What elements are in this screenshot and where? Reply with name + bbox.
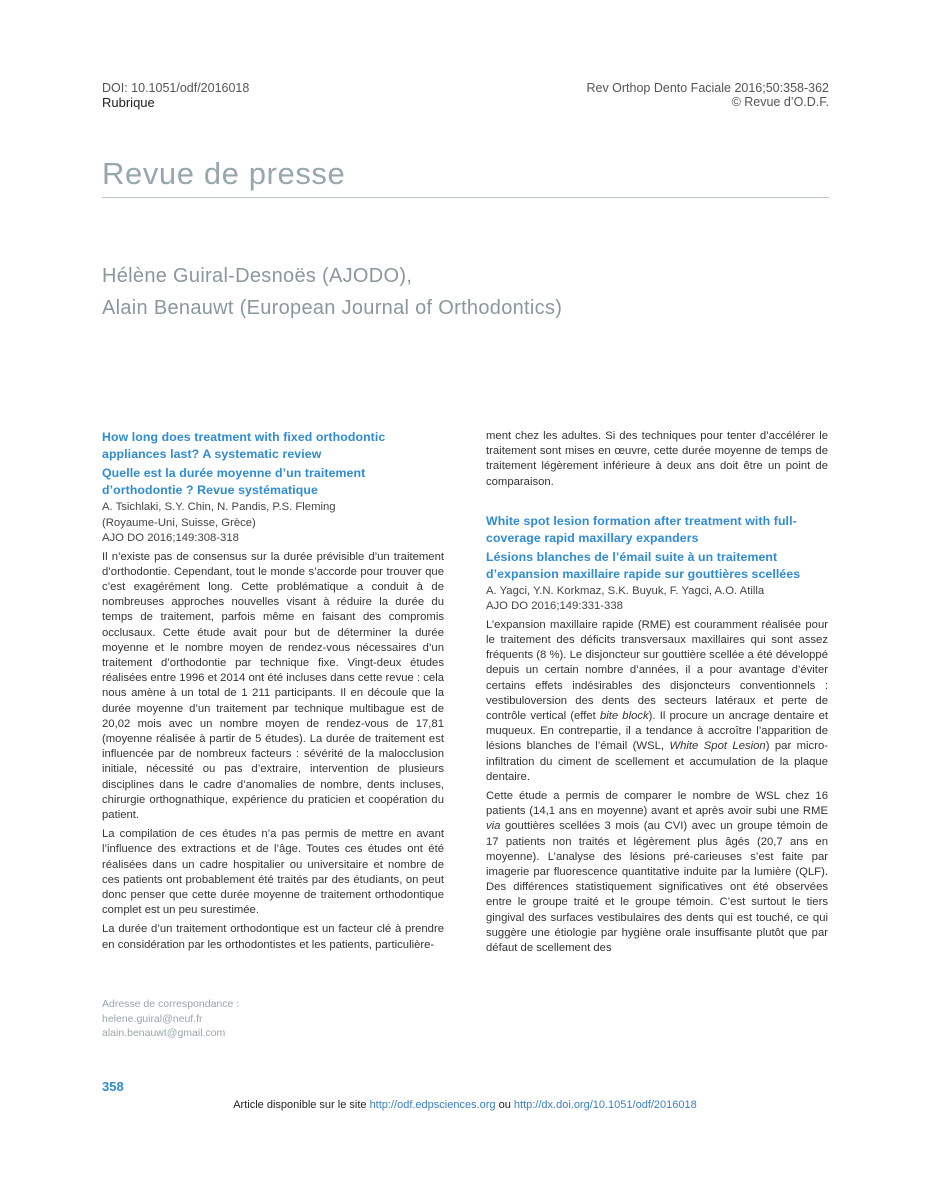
article-1-paragraph-1: Il n’existe pas de consensus sur la durée prévisible d’un traitement d’orthodontie. Cependant, tout le monde s’accorde pour trouver que c’est exagérément long. Cette problématique a conduit à de nombreuses approches nouvelles visant à réduire la durée du temps de traitement, parfois même en faisant des compromis occlusaux. Cette étude avait pour but de déterminer la durée moyenne et le nombre moyen de rendez-vous nécessaires d’un traitement d’orthodontie par technique fixe. Vingt-deux études réalisées entre 1996 et 2014 ont été incluses dans cette revue : cela nous amène à un total de 1 211 participants. Il en découle que la durée moyenne d’un traitement par technique multibague est de 20,02 mois avec un nombre moyen de rendez-vous de 17,81 (moyenne réalisée à partir de 5 études). La durée de traitement est influencée par de nombreux facteurs : sévérité de la malocclusion initiale, nécessité ou pas d’extraire, intervention de plusieurs disciplines dans le cadre d’anomalies de nombre, dents incluses, chirurgie orthognathique, expérience du praticien et coopération du patient.	[102, 550, 444, 821]
article-2-p1-italic-2: White Spot Lesion	[669, 740, 766, 753]
correspondence-email-2[interactable]: alain.benauwt@gmail.com	[102, 1027, 226, 1039]
article-2-reference: AJO DO 2016;149:331-338	[486, 600, 623, 613]
footer-link-odf[interactable]: http://odf.edpsciences.org	[369, 1099, 496, 1111]
page-number: 358	[102, 1079, 124, 1094]
footer-prefix: Article disponible sur le site	[233, 1099, 370, 1111]
article-1-authors: A. Tsichlaki, S.Y. Chin, N. Pandis, P.S. Fleming	[102, 501, 336, 513]
article-2-p1-italic-1: bite block	[599, 710, 649, 723]
article-2-paragraph-2	[486, 789, 828, 956]
copyright-label: © Revue d’O.D.F.	[731, 95, 829, 109]
article-1-paragraph-3: La durée d’un traitement orthodontique est un facteur clé à prendre en considération par les orthodontistes et les patients, particulière-	[102, 923, 444, 951]
title-divider	[102, 197, 829, 198]
article-2-p1-part-c: ) par micro-infiltration du ciment de scellement et accumulation de la plaque dentaire.	[486, 740, 829, 783]
journal-citation: Rev Orthop Dento Faciale 2016;50:358-362	[586, 81, 829, 95]
article-2-p1-part-a: L’expansion maxillaire rapide (RME) est couramment réalisée pour le traitement des déficits transversaux maxillaires qui sont assez fréquents (8 %). Le disjoncteur sur gouttière scellée a été développé depuis un certain nombre d’années, il a pour avantage d’éviter certains effets indésirables des disjoncteurs conventionnels : vestibuloversion des dents des secteurs latéraux et perte de contrôle vertical (effet	[486, 618, 828, 723]
article-2-p2-part-a: Cette étude a permis de comparer le nombre de WSL chez 16 patients (14,1 ans en moyenne) avant et après avoir subi une RME	[486, 790, 828, 818]
footer-middle: ou	[495, 1099, 514, 1111]
doi-label: DOI: 10.1051/odf/2016018	[102, 81, 250, 95]
article-2-p2-italic: via	[486, 820, 501, 833]
article-2-title-fr: Lésions blanches de l’émail suite à un traitement d’expansion maxillaire rapide sur gouttières scellées	[486, 549, 801, 581]
left-column	[102, 429, 444, 957]
article-2-authors: A. Yagci, Y.N. Korkmaz, S.K. Buyuk, F. Yagci, A.O. Atilla	[486, 584, 765, 597]
section-label: Rubrique	[102, 95, 155, 110]
author-line-1: Hélène Guiral-Desnoës (AJODO),	[102, 265, 413, 287]
article-1-title-en: How long does treatment with fixed orthodontic appliances last? A systematic review	[102, 430, 386, 461]
right-column	[486, 429, 828, 960]
correspondence-label: Adresse de correspondance :	[102, 998, 240, 1010]
article-2-title-en: White spot lesion formation after treatment with full-coverage rapid maxillary expanders	[486, 513, 797, 545]
correspondence-block	[102, 997, 239, 1041]
author-line-2: Alain Benauwt (European Journal of Orthodontics)	[102, 297, 563, 319]
article-2-p1-part-b: ). Il procure un ancrage dentaire et muqueux. En contrepartie, il a tendance à accroître l’apparition de lésions blanches de l’émail (WSL,	[486, 710, 828, 753]
article-1-countries: (Royaume-Uni, Suisse, Grèce)	[102, 516, 256, 529]
article-1-paragraph-2: La compilation de ces études n’a pas permis de mettre en avant l’influence des extractions et de l’âge. Toutes ces études ont été réalisées dans un cadre hospitalier ou universitaire et nombre de ces patients ont probablement été traités par des étudiants, on peut donc penser que cette durée moyenne de traitement orthodontique complet est un peu surestimée.	[102, 828, 444, 917]
article-2-p2-part-b: gouttières scellées 3 mois (au CVI) avec un groupe témoin de 17 patients non traités et légèrement plus âgés (20,7 ans en moyenne). L’analyse des lésions pré-carieuses s’est faite par imagerie par fluorescence quantitative induite par la lumière (QLF). Des différences statistiquement significatives ont été observées entre le groupe traité et le groupe témoin. C’est surtout le tiers gingival des surfaces vestibulaires des dents qui est touché, ce qui suggère une étiologie par hygiène orale insuffisante plutôt que par défaut de scellement des	[486, 820, 828, 955]
article-2-paragraph-1	[486, 618, 828, 785]
page-title: Revue de presse	[102, 156, 346, 191]
article-1-reference: AJO DO 2016;149:308-318	[102, 532, 239, 544]
footer-link-doi[interactable]: http://dx.doi.org/10.1051/odf/2016018	[513, 1099, 697, 1111]
footer-availability	[0, 1099, 930, 1111]
article-1-continuation: ment chez les adultes. Si des techniques pour tenter d’accélérer le traitement sont mises en œuvre, cette durée moyenne de temps de traitement légèrement inférieure à deux ans doit être un point de comparaison.	[486, 430, 828, 488]
correspondence-email-1[interactable]: helene.guiral@neuf.fr	[102, 1012, 203, 1025]
article-1-title-fr: Quelle est la durée moyenne d’un traitement d’orthodontie ? Revue systématique	[102, 466, 366, 497]
